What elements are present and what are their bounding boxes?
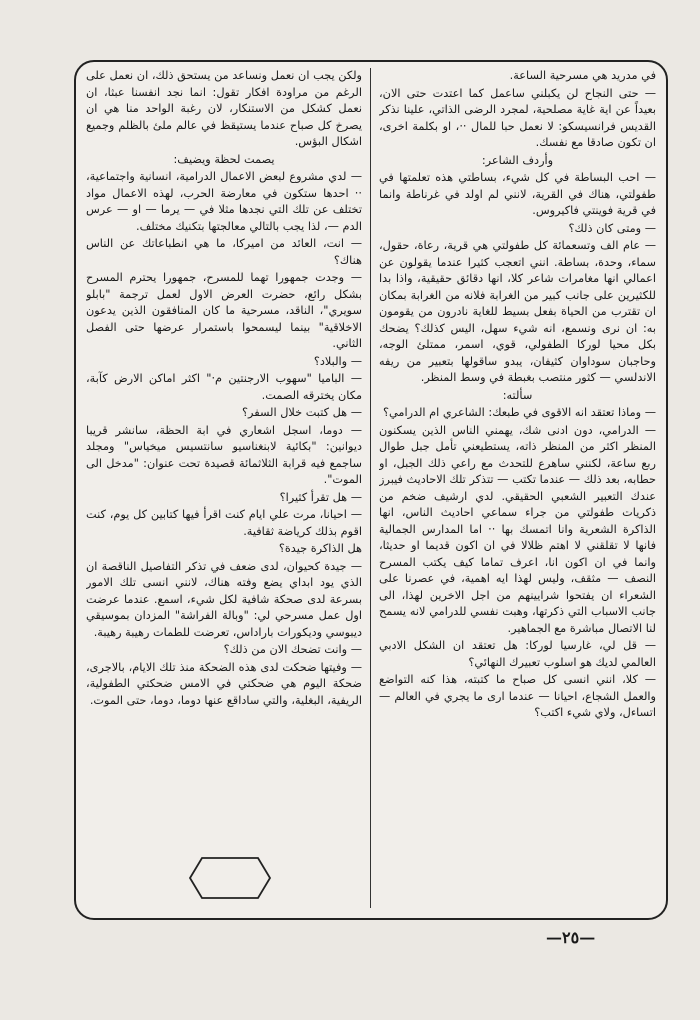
paragraph: — قل لي، غارسيا لوركا: هل تعتقد ان الشكل الادبي العالمي لديك هو اسلوب تعبيرك النهائي؟ [379, 639, 656, 669]
paragraph: وأردف الشاعر: [481, 153, 554, 167]
paragraph: — وفيتها ضحكت لدى هذه الضحكة منذ تلك الايام، بالاجرى، ضحكة اليوم هي ضحكتي في الامس ضحكتي الطفولية، الريفية، البغلية، والتي ساداقع عنها دوما، دوما، حتى الموت. [86, 660, 362, 707]
paragraph: — الدرامي، دون ادنى شك، يهمني الناس الذين يسكنون المنظر اكثر من المنظر ذاته، يستطيعني تأمل جبل طوال ربع ساعة، لكنني ساهرع للتحدث مع راعي ذلك الجبل، او حطابه، بعد ذلك — عندما تكتب — تتذكر تلك الاحاديث فيبرز عندك التعبير الشعبي الحقيقي. لدي ارشيف ضخم من ذكريات طفولتي من جراء سماعي احاديث الناس، انها الذاكرة الشعرية وانا اتمسك بها ·· اما المدارس الجمالية فانها لا تقلقني لا اهتم ظلالا في ان اكون قديما او حديثا، وانما في ان اكون انا، اعرف تماما كيف يكتب المسرح النصف — مثقف، وليس لهذا ايه اهمية، في عصرنا على الشعراء ان يفتحوا شرايينهم من اجل الاخرين لهذا، الى جانب الاسباب التي ذكرتها، وهبت نفسي للدرامي لانه يسمح لنا الاتصال مباشرة مع الجماهير. [379, 423, 656, 635]
paragraph: — لدي مشروع لبعض الاعمال الدرامية، انسانية واجتماعية، ·· احدها ستكون في معارضة الحرب، لهذه الاعمال مواد تختلف عن تلك التي نجدها مثلا في — يرما — او — عرس الدم —، لذا يجب بالتالي معالجتها بتكنيك مختلف. [86, 170, 362, 233]
column-divider [370, 68, 371, 908]
paragraph: هل الذاكرة جيدة؟ [278, 542, 362, 555]
paragraph: — هل كتبت خلال السفر؟ [242, 406, 362, 419]
paragraph: سألته: [502, 388, 533, 402]
paragraph: ولكن يجب ان نعمل ونساعد من يستحق ذلك، ان نعمل على الرغم من مراودة افكار تقول: انما نجد انفسنا عبثا، ان نعمل كشكل من الاستنكار، لان رغبة الواحد منا هي ان يصرخ كل صباح عندما يستيقظ في عالم ملئ بالظلم وجميع اشكال البؤس. [86, 69, 362, 148]
paragraph: — جيدة كحيوان، لدى ضعف في تذكر التفاصيل الناقصة ان الذي يود ابداي يضع وفته هناك، لانني انسى تلك الامور بسرعة لدى صحكة شافية لكل شيء، اسمع. عندما عرضت اول عمل مسرحي لي: "وبالة الفراشة" المزدان بموسيقي ديبوسي وديكورات باراداس، تعرضت للطمات رهيبة رهيبة. [86, 559, 362, 639]
paragraph: — انت، العائد من اميركا، ما هي انطباعاتك عن الناس هناك؟ [86, 237, 362, 267]
paragraph: — هل تقرأ كثيرا؟ [279, 490, 362, 504]
right-column [379, 68, 656, 908]
hexagon-ornament-icon [188, 856, 272, 900]
paragraph: — وماذا تعتقد انه الاقوى في طبعك: الشاعري ام الدرامي؟ [383, 406, 656, 419]
paragraph: — احيانا، مرت علي ايام كنت اقرأ فيها كتابين كل يوم، كنت اقوم بذلك كرياضة ثقافية. [86, 508, 362, 538]
paragraph: — احب البساطة في كل شيء، بساطتي هذه تعلمتها في طفولتي، هناك في القرية، لانني لم اولد في غرناطة وانما في قرية فوينتي فاكيروس. [379, 171, 656, 217]
paragraph: — وجدت جمهورا تهما للمسرح، جمهورا يحترم المسرح بشكل رائع، حضرت العرض الاول لعمل ترجمة "بابلو سويري"، الناقد، مسرحية ما كان المنافقون الذين يدعون الاخلاقية" بينما ليسمحوا باستمرار عرضها حتى الفصل الثاني. [86, 271, 362, 350]
paragraph: — والبلاد؟ [313, 354, 362, 368]
left-column [86, 68, 362, 908]
paragraph: — عام الف وتسعمائة كل طفولتي هي قرية، رعاة، حقول، سماء، وحدة، بساطة. انني اتعجب كثيرا عندما يقولون عن اعمالي انها مغامرات شاعر كلا، انها دقائق حقيقية، واذا بدا للكثيرين على جانب كبير من الغرابة فلانه من الغرابة بمكان ان تقترب من الحياة بفعل بسيط للغاية نادرون من يقومون به: ان نرى ونسمع، انه شيء سهل، اليس كذلك؟ يضحك بكل محيا لوركا الطفولي، قوي، اسمر، ممتلئ الوجه، وحاجبان سوداوان كثيفان، يبدو ساقولها بتعبير من ريفه الاندلسي — كثور منتصب بغبطة في وسط المنظر. [379, 239, 656, 384]
paragraph: يصمت لحظة ويضيف: [173, 152, 275, 166]
paragraph: — حتى النجاح لن يكبلني ساعمل كما اعتدت حتى الان، بعيداً عن اية غاية مصلحية، لمجرد الرضى الذاتي، علينا نذكر القديس فرانسيسكو: لا نعمل حبا للمال ··، او بكلمة اخرى، ان تكون صادقا مع نفسك. [379, 86, 656, 149]
paragraph: — وانت تضحك الان من ذلك؟ [223, 643, 362, 656]
paragraph: — ومتى كان ذلك؟ [568, 221, 656, 235]
paragraph: في مدريد هي مسرحية الساعة. [509, 69, 656, 82]
paragraph: — دوما، اسجل اشعاري في ابة الحظة، سانشر قريبا ديوانين: "بكائية لابنغناسيو سانتسيس ميخياس" ومجلد ساجمع فيه قرابة الثلاثمائة قصيدة تحت عنوان: "مدخل الى الموت". [86, 423, 362, 486]
page-number: —٢٥— [546, 928, 596, 947]
paragraph: — الباميا "سهوب الارجنتين م·" اكثر اماكن الارض كآبة، مكان يخترقه الصمت. [86, 372, 362, 402]
paragraph: — كلا، انني انسى كل صباح ما كتبته، هذا كنه التواضع والعمل الشجاع، احيانا — عندما ارى ما يجري في العالم — اتساءل، ولاي شيء اكتب؟ [379, 673, 656, 719]
